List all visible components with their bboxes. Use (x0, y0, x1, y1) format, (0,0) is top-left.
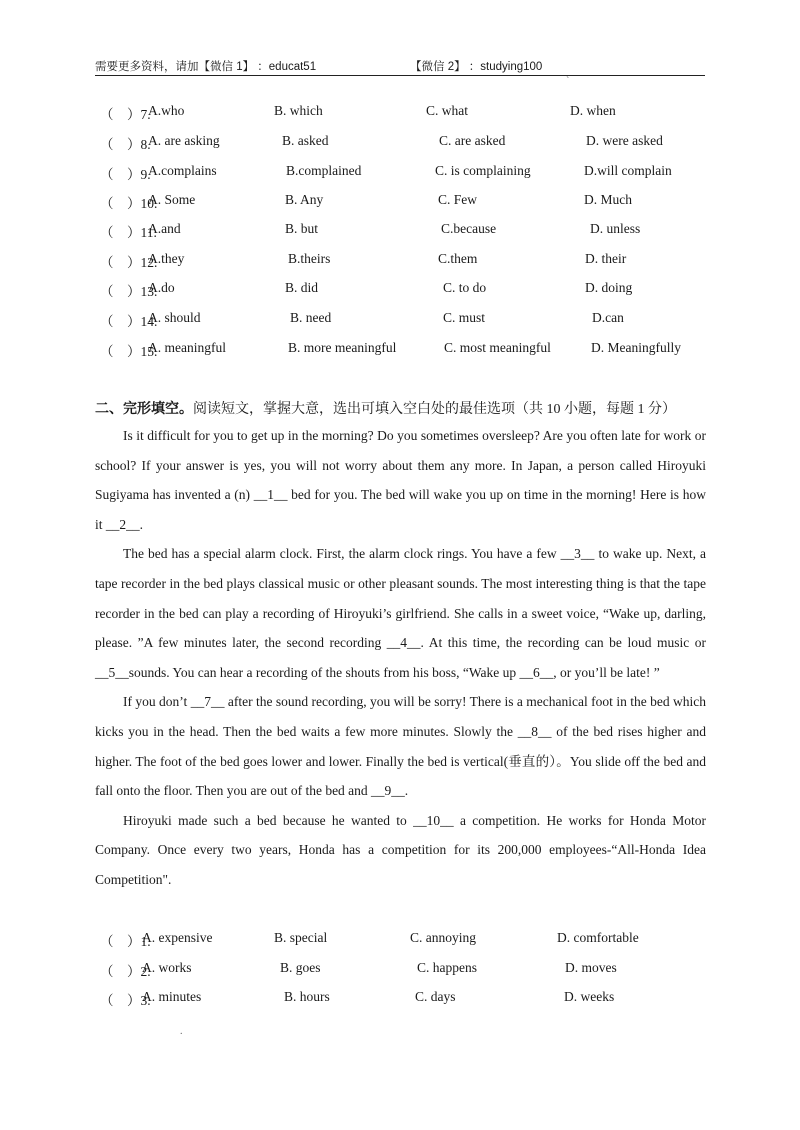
option-d: D.can (592, 310, 624, 325)
option-b: B. need (290, 310, 332, 325)
option-c: C. annoying (410, 930, 476, 945)
option-c: C. happens (417, 960, 477, 975)
question-number: （ ）14. (100, 314, 158, 329)
option-b: B. did (285, 280, 319, 295)
option-c: C. days (415, 989, 456, 1004)
header-divider (95, 75, 705, 76)
option-d: D. were asked (586, 133, 663, 148)
option-a: A.who (148, 103, 185, 118)
option-d: D. unless (590, 221, 641, 236)
option-b: B. more meaningful (288, 340, 397, 355)
question-number: （ ）13. (100, 284, 158, 299)
question-number: （ ）8. (100, 137, 151, 152)
section-title-instructions: 阅读短文，掌握大意，选出可填入空白处的最佳选项（共 10 小题，每题 1 分） (193, 402, 676, 417)
question-number: （ ）11. (100, 225, 157, 240)
passage-paragraph: If you don’t __7__ after the sound recording, you will be sorry! There is a mechanical foot in the bed which kicks you in the head. Then the bed waits a few more minutes. Slowly the __8__ of the bed rises higher and higher. The foot of the bed goes lower and lower. Finally the bed is vertical(垂直的）。You slide off the bed and fall onto the floor. Then you are out of the bed and __9__. (95, 694, 706, 799)
option-b: B. special (274, 930, 328, 945)
option-b: B.complained (286, 163, 362, 178)
option-b: B. hours (284, 989, 330, 1004)
option-d: D. weeks (564, 989, 615, 1004)
option-a: A. expensive (142, 930, 213, 945)
option-d: D. moves (565, 960, 617, 975)
option-d: D. comfortable (557, 930, 639, 945)
header-contact-1: 需要更多资料，请加【微信 1】 ：educat51 (95, 61, 317, 73)
option-a: A. should (148, 310, 201, 325)
section-title-heading: 二、完形填空。 (95, 402, 193, 417)
option-b: B. Any (285, 192, 324, 207)
question-number: （ ）2. (100, 964, 151, 979)
question-number: （ ）15. (100, 344, 158, 359)
option-a: A.complains (148, 163, 217, 178)
question-number: （ ）1. (100, 934, 151, 949)
option-a: A. meaningful (148, 340, 226, 355)
question-number: （ ）3. (100, 993, 151, 1008)
question-number: （ ）12. (100, 255, 158, 270)
passage-paragraph: Is it difficult for you to get up in the morning? Do you sometimes oversleep? Are you often late for work or school? If your answer is yes, you will not worry about them any more. In Japan, a person called Hiroyuki Sugiyama has invented a (n) __1__ bed for you. The bed will wake you up on time in the morning! Here is how it __2__. (95, 428, 706, 532)
option-d: D. doing (585, 280, 633, 295)
option-b: B. but (285, 221, 319, 236)
option-c: C.because (441, 221, 497, 236)
option-b: B.theirs (288, 251, 331, 266)
option-c: C.them (438, 251, 478, 266)
page-header (95, 58, 705, 76)
option-a: A. Some (148, 192, 196, 207)
option-c: C. must (443, 310, 486, 325)
option-c: C. is complaining (435, 163, 531, 178)
option-c: C. what (426, 103, 468, 118)
header-contact-2: 【微信 2】 ：studying100 (410, 61, 543, 73)
option-b: B. goes (280, 960, 321, 975)
option-d: D.will complain (584, 163, 672, 178)
option-c: C. to do (443, 280, 487, 295)
stray-mark: . (180, 1026, 183, 1037)
option-a: A. works (142, 960, 192, 975)
option-c: C. Few (438, 192, 478, 207)
option-a: A. minutes (142, 989, 202, 1004)
option-c: C. most meaningful (444, 340, 551, 355)
option-a: A.do (148, 280, 175, 295)
option-d: D. their (585, 251, 627, 266)
section-title (95, 398, 676, 418)
question-number: （ ）7. (100, 107, 151, 122)
option-b: B. asked (282, 133, 329, 148)
question-number: （ ）10. (100, 196, 158, 211)
passage-paragraph: Hiroyuki made such a bed because he wanted to __10__ a competition. He works for Honda Motor Company. Once every two years, Honda has a competition for its 200,000 employees-“All-Honda Idea Competition". (95, 812, 706, 887)
cloze-passage (95, 421, 706, 895)
option-a: A.they (148, 251, 185, 266)
option-a: A.and (148, 221, 181, 236)
stray-mark: ˋ (566, 76, 570, 87)
option-d: D. when (570, 103, 616, 118)
option-d: D. Much (584, 192, 632, 207)
option-a: A. are asking (148, 133, 220, 148)
option-d: D. Meaningfully (591, 340, 681, 355)
option-c: C. are asked (439, 133, 506, 148)
option-b: B. which (274, 103, 323, 118)
passage-paragraph: The bed has a special alarm clock. First, the alarm clock rings. You have a few __3__ to wake up. Next, a tape recorder in the bed plays classical music or other pleasant sounds. The most interesting thing is that the tape recorder in the bed can play a recording of Hiroyuki’s girlfriend. She calls in a sweet voice, “Wake up, darling, please. ”A few minutes later, the second recording __4__. At this time, the recording can be loud music or __5__sounds. You can hear a recording of the shouts from his boss, “Wake up __6__, or you’ll be late! ” (95, 546, 706, 680)
question-number: （ ）9. (100, 167, 151, 182)
